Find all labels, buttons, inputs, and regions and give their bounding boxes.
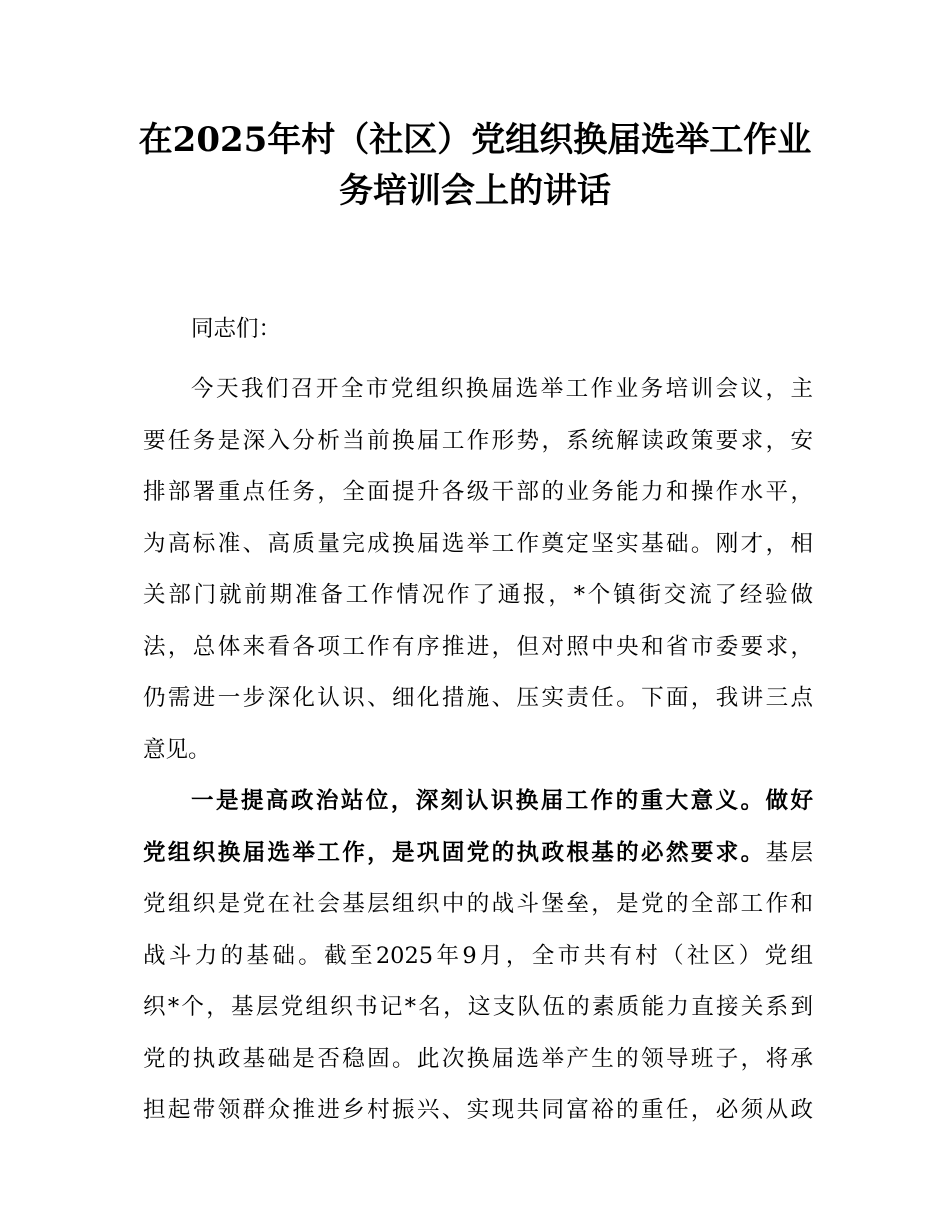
paragraph-line: 要任务是深入分析当前换届工作形势，系统解读政策要求，安 xyxy=(143,427,813,454)
normal-text: 基层 xyxy=(765,839,813,866)
paragraph-line: 织*个，基层党组织书记*名，这支队伍的素质能力直接关系到 xyxy=(143,994,813,1020)
document-title xyxy=(120,115,830,217)
paragraph-line xyxy=(143,828,813,880)
paragraph-line: 意见。 xyxy=(143,736,211,763)
title-line: 务培训会上的讲话 xyxy=(339,171,611,211)
paragraph-line: 关部门就前期准备工作情况作了通报，*个镇街交流了经验做 xyxy=(143,582,813,608)
paragraph-line: 法，总体来看各项工作有序推进，但对照中央和省市委要求， xyxy=(143,633,813,660)
section-heading-line: 一是提高政治站位，深刻认识换届工作的重大意义。做好 xyxy=(191,788,813,814)
paragraph-line: 党的执政基础是否稳固。此次换届选举产生的领导班子，将承 xyxy=(143,1045,813,1072)
paragraph-line: 排部署重点任务，全面提升各级干部的业务能力和操作水平， xyxy=(143,479,813,505)
greeting-text: 同志们： xyxy=(191,316,282,342)
title-line: 在2025年村（社区）党组织换届选举工作业 xyxy=(138,120,812,160)
paragraph-line: 战斗力的基础。截至2025年9月，全市共有村（社区）党组 xyxy=(143,942,813,969)
paragraph-line: 党组织是党在社会基层组织中的战斗堡垒，是党的全部工作和 xyxy=(143,891,813,917)
opening-paragraph xyxy=(143,364,813,776)
point-one-paragraph xyxy=(143,776,813,1137)
paragraph-line: 今天我们召开全市党组织换届选举工作业务培训会议，主 xyxy=(191,376,813,402)
paragraph-line: 为高标准、高质量完成换届选举工作奠定坚实基础。刚才，相 xyxy=(143,530,813,557)
bold-sentence: 党组织换届选举工作，是巩固党的执政根基的必然要求。 xyxy=(143,839,766,866)
paragraph-line: 仍需进一步深化认识、细化措施、压实责任。下面，我讲三点 xyxy=(143,685,813,711)
paragraph-line: 担起带领群众推进乡村振兴、实现共同富裕的重任，必须从政 xyxy=(143,1097,813,1123)
greeting xyxy=(143,304,813,356)
